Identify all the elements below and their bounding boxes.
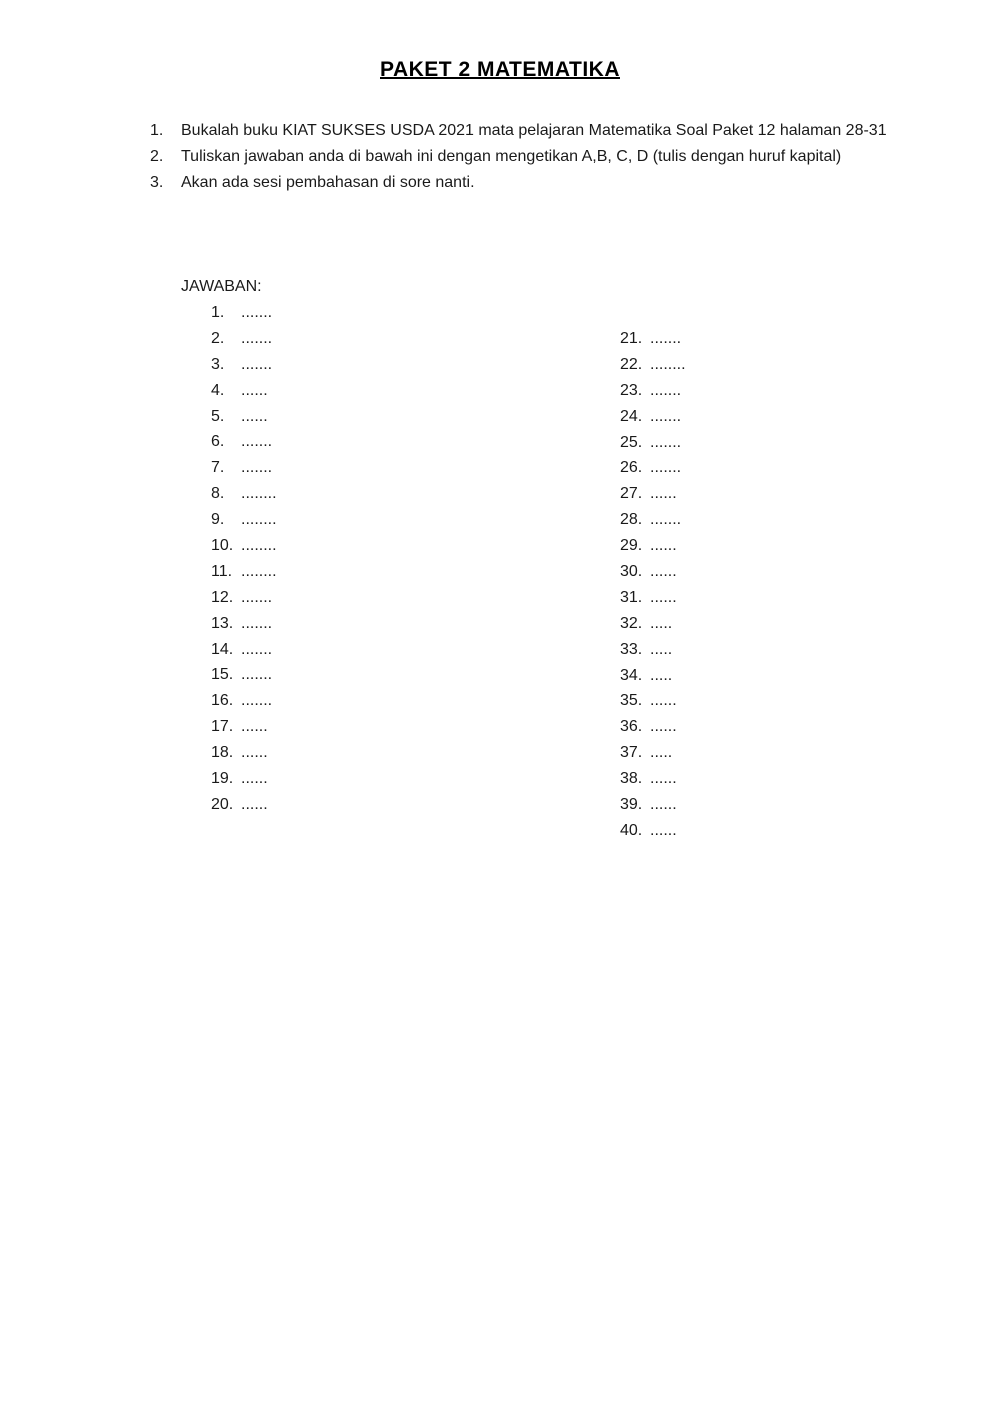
answer-number: 13. xyxy=(211,614,234,632)
answer-row xyxy=(211,714,277,740)
answer-blank[interactable]: ...... xyxy=(241,381,268,399)
answer-blank[interactable]: ....... xyxy=(241,640,273,658)
answer-blank[interactable]: ....... xyxy=(650,381,682,399)
instruction-item xyxy=(150,144,910,170)
answer-number: 2. xyxy=(211,329,225,347)
answers-column-left xyxy=(211,300,277,818)
answer-blank[interactable]: ....... xyxy=(241,304,273,321)
answer-blank[interactable]: ..... xyxy=(650,666,673,684)
answer-row xyxy=(211,404,277,430)
answer-number: 17. xyxy=(211,718,234,736)
answer-row xyxy=(620,740,686,766)
answer-number: 21. xyxy=(620,330,643,347)
answer-number: 38. xyxy=(620,770,643,788)
instruction-item xyxy=(150,118,910,144)
answer-number: 33. xyxy=(620,640,643,658)
page-title: PAKET 2 MATEMATIKA xyxy=(380,58,620,81)
answer-number: 25. xyxy=(620,433,643,451)
answer-number: 31. xyxy=(620,588,643,606)
answer-blank[interactable]: ...... xyxy=(650,821,677,839)
answer-number: 26. xyxy=(620,459,643,477)
answer-row xyxy=(620,352,686,378)
answer-blank[interactable]: ...... xyxy=(650,718,677,736)
answer-number: 6. xyxy=(211,433,225,451)
answer-blank[interactable]: ...... xyxy=(241,744,268,762)
answer-blank[interactable]: ........ xyxy=(650,355,686,373)
answer-number: 15. xyxy=(211,666,234,684)
answer-blank[interactable]: ........ xyxy=(241,562,277,580)
instruction-number: 3. xyxy=(150,174,164,191)
answer-number: 22. xyxy=(620,355,643,373)
answer-blank[interactable]: ....... xyxy=(650,459,682,477)
answer-blank[interactable]: ....... xyxy=(650,407,682,425)
answer-number: 1. xyxy=(211,304,225,321)
answer-blank[interactable]: ....... xyxy=(241,459,273,477)
answer-blank[interactable]: ...... xyxy=(650,796,677,814)
instruction-number: 2. xyxy=(150,148,164,165)
answer-row xyxy=(211,481,277,507)
answer-row xyxy=(620,481,686,507)
answer-number: 23. xyxy=(620,381,643,399)
answer-number: 4. xyxy=(211,381,225,399)
answer-row xyxy=(211,352,277,378)
answer-row xyxy=(211,637,277,663)
answers-column-right xyxy=(620,326,686,844)
answer-number: 36. xyxy=(620,718,643,736)
answer-number: 34. xyxy=(620,666,643,684)
answer-number: 28. xyxy=(620,511,643,529)
answer-number: 39. xyxy=(620,796,643,814)
answer-blank[interactable]: ....... xyxy=(650,330,682,347)
answer-row xyxy=(620,818,686,844)
answer-blank[interactable]: ....... xyxy=(241,666,273,684)
answer-blank[interactable]: ....... xyxy=(241,614,273,632)
answer-blank[interactable]: ....... xyxy=(241,355,273,373)
answer-blank[interactable]: ...... xyxy=(650,692,677,710)
instruction-text: Tuliskan jawaban anda di bawah ini dengan mengetikan A,B, C, D (tulis dengan huruf kapital) xyxy=(181,148,842,165)
answer-number: 8. xyxy=(211,485,225,503)
answer-blank[interactable]: ........ xyxy=(241,485,277,503)
instruction-number: 1. xyxy=(150,122,164,139)
answer-number: 14. xyxy=(211,640,234,658)
answer-number: 10. xyxy=(211,537,234,555)
answer-number: 30. xyxy=(620,563,643,581)
answer-number: 37. xyxy=(620,744,643,762)
answer-blank[interactable]: ...... xyxy=(241,770,268,788)
answer-blank[interactable]: ....... xyxy=(241,692,273,710)
answer-row xyxy=(620,766,686,792)
answer-row xyxy=(211,688,277,714)
answer-blank[interactable]: ..... xyxy=(650,640,673,658)
answer-blank[interactable]: ...... xyxy=(650,537,677,555)
answers-heading: JAWABAN: xyxy=(181,278,262,295)
answer-row xyxy=(620,430,686,456)
answer-blank[interactable]: ..... xyxy=(650,614,673,632)
answer-number: 18. xyxy=(211,744,234,762)
answer-row xyxy=(620,559,686,585)
answer-blank[interactable]: ....... xyxy=(650,511,682,529)
answer-row xyxy=(620,663,686,689)
answer-blank[interactable]: ....... xyxy=(241,588,273,606)
answer-number: 16. xyxy=(211,692,234,710)
answer-row xyxy=(211,662,277,688)
answer-number: 7. xyxy=(211,459,225,477)
answer-row xyxy=(620,378,686,404)
answer-row xyxy=(620,714,686,740)
answer-row xyxy=(620,792,686,818)
answer-number: 19. xyxy=(211,770,234,788)
answer-row xyxy=(211,766,277,792)
answer-blank[interactable]: ....... xyxy=(241,329,273,347)
answer-row xyxy=(211,585,277,611)
answer-blank[interactable]: ....... xyxy=(241,433,273,451)
answer-number: 35. xyxy=(620,692,643,710)
answer-number: 11. xyxy=(211,562,233,580)
answer-row xyxy=(211,507,277,533)
answer-row xyxy=(620,637,686,663)
answer-blank[interactable]: ...... xyxy=(650,770,677,788)
answer-number: 20. xyxy=(211,795,234,813)
answer-row xyxy=(211,533,277,559)
answer-row xyxy=(211,455,277,481)
answer-number: 5. xyxy=(211,407,225,425)
answer-blank[interactable]: ...... xyxy=(650,485,677,503)
answer-number: 32. xyxy=(620,614,643,632)
answer-row xyxy=(620,688,686,714)
answer-blank[interactable]: ....... xyxy=(650,433,682,451)
answer-blank[interactable]: ...... xyxy=(241,407,268,425)
answer-row xyxy=(211,559,277,585)
answer-row xyxy=(620,404,686,430)
answer-number: 12. xyxy=(211,588,234,606)
answer-blank[interactable]: ........ xyxy=(241,537,277,555)
answer-row xyxy=(211,300,277,326)
answer-number: 40. xyxy=(620,821,643,839)
answer-row xyxy=(620,533,686,559)
answer-row xyxy=(211,429,277,455)
answer-number: 24. xyxy=(620,407,643,425)
answer-row xyxy=(211,740,277,766)
answer-number: 9. xyxy=(211,511,225,529)
answer-row xyxy=(211,378,277,404)
answer-row xyxy=(211,611,277,637)
answer-row xyxy=(620,611,686,637)
instruction-text: Akan ada sesi pembahasan di sore nanti. xyxy=(181,174,475,191)
instruction-list xyxy=(150,118,910,196)
answer-blank[interactable]: ...... xyxy=(241,718,268,736)
answer-blank[interactable]: ...... xyxy=(650,588,677,606)
answer-row xyxy=(620,585,686,611)
answer-blank[interactable]: ...... xyxy=(241,795,268,813)
answer-row xyxy=(620,326,686,352)
instruction-item xyxy=(150,170,910,196)
answer-row xyxy=(211,792,277,818)
answer-blank[interactable]: ..... xyxy=(650,744,673,762)
answer-blank[interactable]: ........ xyxy=(241,511,277,529)
answer-row xyxy=(211,326,277,352)
answer-number: 29. xyxy=(620,537,643,555)
answer-row xyxy=(620,507,686,533)
instruction-text: Bukalah buku KIAT SUKSES USDA 2021 mata pelajaran Matematika Soal Paket 12 halaman 28-31 xyxy=(181,122,887,139)
answer-row xyxy=(620,455,686,481)
answer-number: 3. xyxy=(211,355,225,373)
answer-number: 27. xyxy=(620,485,643,503)
answer-blank[interactable]: ...... xyxy=(650,563,677,581)
